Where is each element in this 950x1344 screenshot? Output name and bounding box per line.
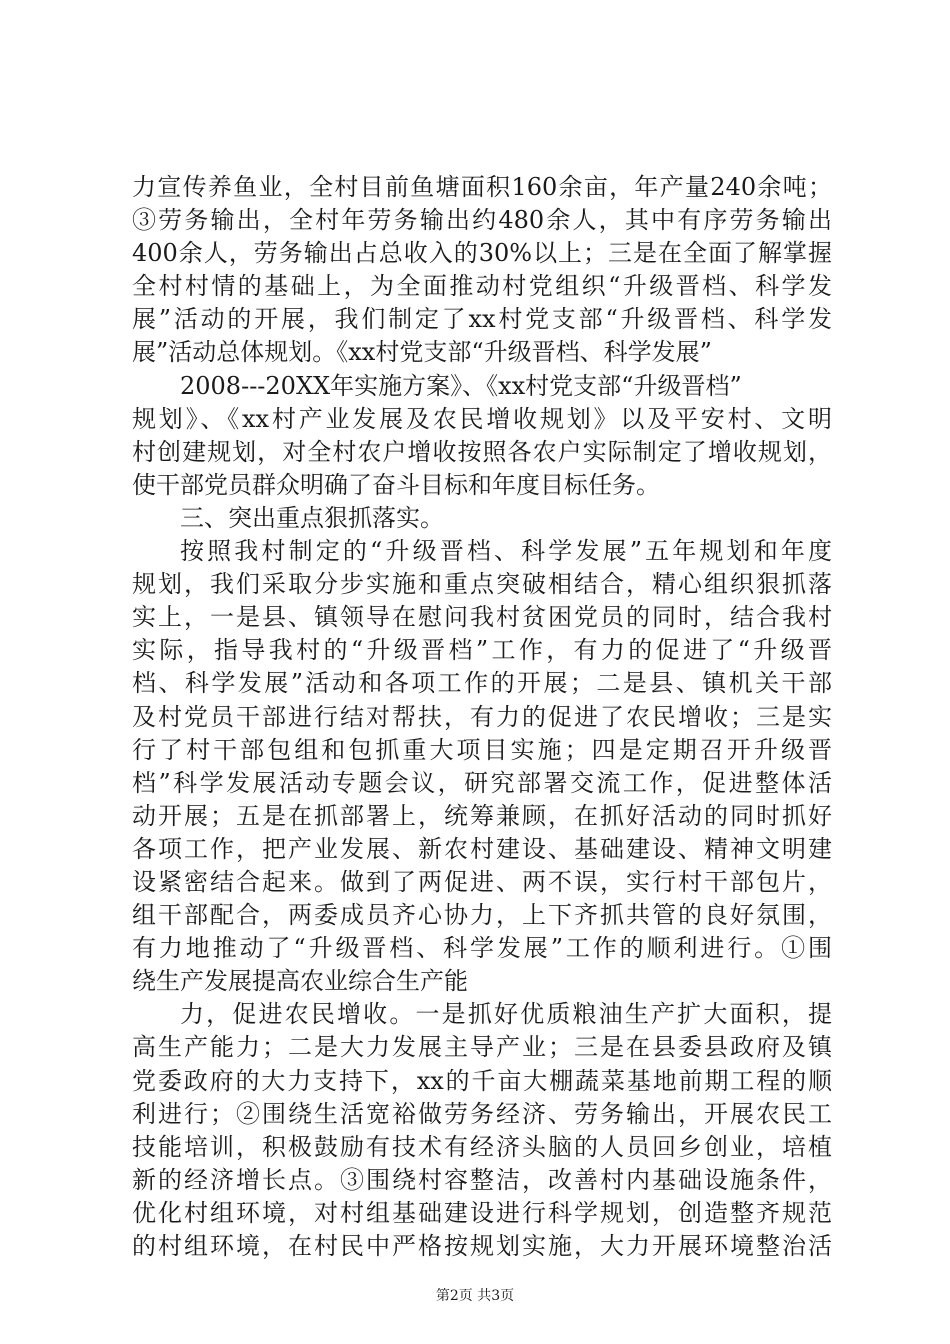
text-line: 按照我村制定的“升级晋档、科学发展”五年规划和年度: [180, 537, 832, 566]
text-line: 力，促进农民增收。一是抓好优质粮油生产扩大面积，提: [180, 1000, 832, 1029]
text-line: 技能培训，积极鼓励有技术有经济头脑的人员回乡创业，培植: [132, 1132, 832, 1161]
text-line: 利进行；②围绕生活宽裕做劳务经济、劳务输出，开展农民工: [132, 1099, 832, 1128]
text-line: 行了村干部包组和包抓重大项目实施；四是定期召开升级晋: [132, 735, 832, 764]
text-line: 绕生产发展提高农业综合生产能: [132, 967, 468, 996]
text-line: 动开展；五是在抓部署上，统筹兼顾，在抓好活动的同时抓好: [132, 801, 832, 830]
text-line: 档、科学发展”活动和各项工作的开展；二是县、镇机关干部: [132, 669, 832, 698]
text-line: 实上，一是县、镇领导在慰问我村贫困党员的同时，结合我村: [132, 603, 832, 632]
text-line: 使干部党员群众明确了奋斗目标和年度目标任务。: [132, 470, 660, 499]
text-line: 力宣传养鱼业，全村目前鱼塘面积160余亩，年产量240余吨；: [132, 173, 832, 201]
text-line: 高生产能力；二是大力发展主导产业；三是在县委县政府及镇: [132, 1033, 832, 1062]
text-line: 2008---20XX年实施方案》、《xx村党支部“升级晋档”: [180, 371, 742, 400]
text-line: 的村组环境，在村民中严格按规划实施，大力开展环境整治活: [132, 1232, 832, 1260]
document-body: [132, 171, 832, 1263]
text-line: 组干部配合，两委成员齐心协力，上下齐抓共管的良好氛围，: [132, 901, 832, 930]
page-footer: 第2页 共3页: [435, 1288, 515, 1304]
text-line: 三、突出重点狠抓落实。: [180, 503, 444, 532]
text-line: 新的经济增长点。③围绕村容整洁，改善村内基础设施条件，: [132, 1165, 832, 1194]
text-line: 展”活动的开展，我们制定了xx村党支部“升级晋档、科学发: [132, 305, 832, 334]
text-line: 及村党员干部进行结对帮扶，有力的促进了农民增收；三是实: [132, 702, 832, 731]
text-line: 各项工作，把产业发展、新农村建设、基础建设、精神文明建: [132, 834, 832, 863]
text-line: 展”活动总体规划。《xx村党支部“升级晋档、科学发展”: [132, 338, 712, 367]
text-line: 档”科学发展活动专题会议，研究部署交流工作，促进整体活: [132, 768, 832, 797]
text-line: ③劳务输出，全村年劳务输出约480余人，其中有序劳务输出: [132, 206, 832, 235]
text-line: 优化村组环境，对村组基础建设进行科学规划，创造整齐规范: [132, 1198, 832, 1227]
text-line: 村创建规划，对全村农户增收按照各农户实际制定了增收规划，: [132, 437, 832, 466]
text-line: 规划》、《xx村产业发展及农民增收规划》以及平安村、文明: [132, 404, 832, 433]
text-line: 有力地推动了“升级晋档、科学发展”工作的顺利进行。①围: [132, 934, 832, 963]
text-line: 设紧密结合起来。做到了两促进、两不误，实行村干部包片，: [132, 867, 832, 896]
text-line: 400余人，劳务输出占总收入的30%以上；三是在全面了解掌握: [132, 239, 832, 268]
text-line: 党委政府的大力支持下，xx的千亩大棚蔬菜基地前期工程的顺: [132, 1066, 832, 1095]
text-line: 规划，我们采取分步实施和重点突破相结合，精心组织狠抓落: [132, 570, 832, 599]
text-line: 全村村情的基础上，为全面推动村党组织“升级晋档、科学发: [132, 272, 832, 301]
text-line: 实际，指导我村的“升级晋档”工作，有力的促进了“升级晋: [132, 636, 832, 665]
